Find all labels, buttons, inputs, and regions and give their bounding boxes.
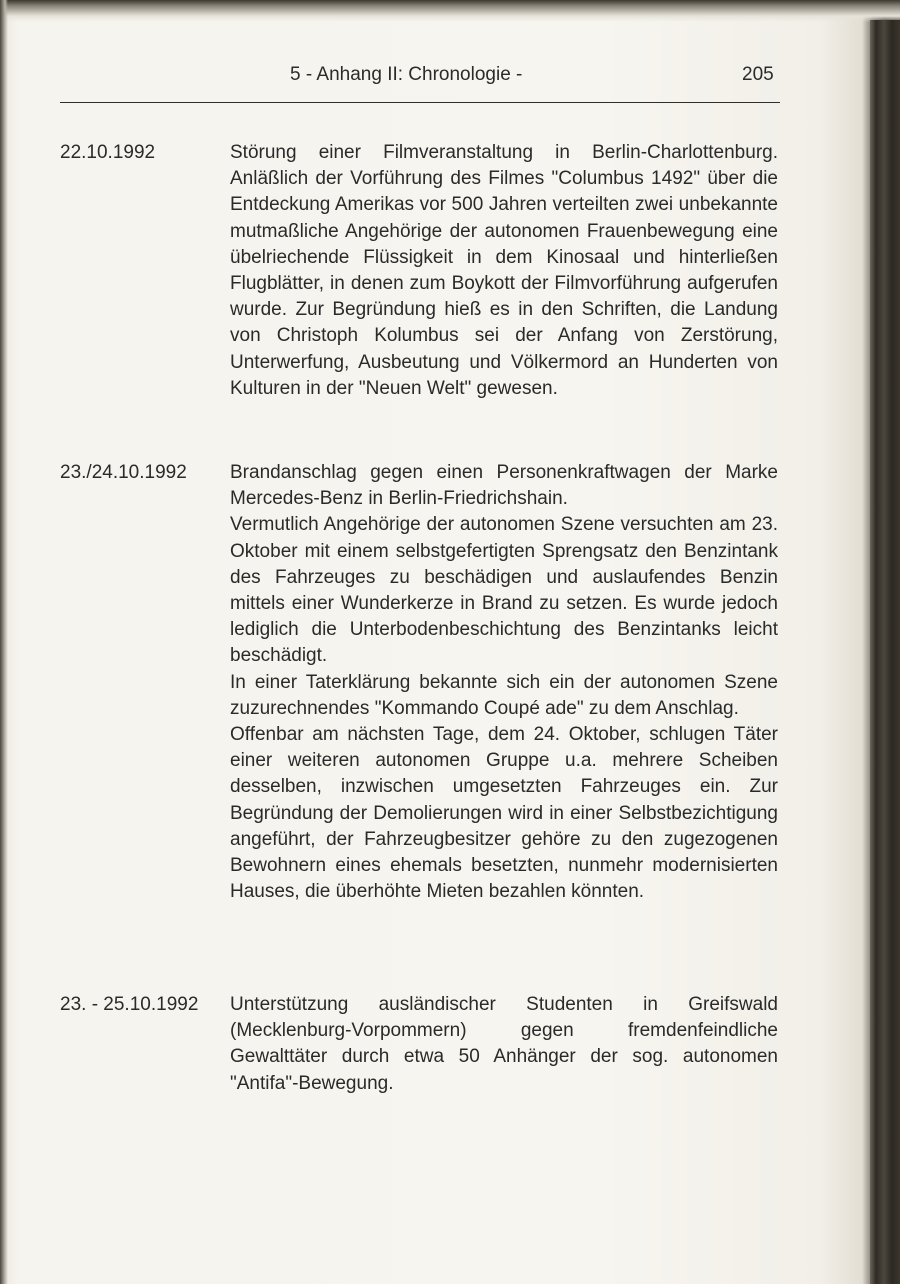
entry-paragraph: In einer Taterklärung bekannte sich ein der autonomen Szene zuzurechnendes "Kommando Coupé ade" zu dem Anschlag. — [230, 671, 778, 719]
entry-date: 23. - 25.10.1992 — [60, 994, 199, 1015]
entry-paragraph: Störung einer Filmveranstaltung in Berlin-Charlottenburg. Anläßlich der Vorführung des Filmes "Columbus 1492" über die Entdeckung Amerikas vor 500 Jahren verteilten zwei unbekannte mutmaßliche Angehörige der autonomen Frauenbewegung eine übelriechende Flüssigkeit in dem Kinosaal und hinterließen Flugblätter, in denen zum Boykott der Filmvorführung aufgerufen wurde. Zur Begründung hieß es in den Schriften, die Landung von Christoph Kolumbus sei der Anfang von Zerstörung, Unterwerfung, Ausbeutung und Völkermord an Hunderten von Kulturen in der "Neuen Welt" gewesen. — [230, 142, 778, 399]
entry-paragraph: Offenbar am nächsten Tage, dem 24. Oktober, schlugen Täter einer weiteren autonomen Gruppe u.a. mehrere Scheiben desselben, inzwischen umgesetzten Fahrzeuges ein. Zur Begründung der Demolierungen wird in einer Selbstbezichtigung angeführt, der Fahrzeugbesitzer gehöre zu den zugezogenen Bewohnern eines ehemals besetzten, nunmehr modernisierten Hauses, die überhöhte Mieten bezahlen könnten. — [230, 724, 778, 903]
entry-paragraph: Brandanschlag gegen einen Personenkraftwagen der Marke Mercedes-Benz in Berlin-Friedrichshain. — [230, 462, 778, 510]
header-rule — [60, 102, 780, 103]
entry-text — [230, 992, 778, 1097]
entry-date: 22.10.1992 — [60, 142, 156, 163]
running-header — [0, 60, 900, 100]
entry-text — [230, 460, 778, 905]
entry-paragraph: Vermutlich Angehörige der autonomen Szene versuchten am 23. Oktober mit einem selbstgefertigten Sprengsatz den Benzintank des Fahrzeuges zu beschädigen und auslaufendes Benzin mittels einer Wunderkerze in Brand zu setzen. Es wurde jedoch lediglich die Unterbodenbeschichtung des Benzintanks leicht beschädigt. — [230, 514, 778, 667]
book-spine — [870, 20, 900, 1284]
page-top-shadow — [0, 0, 900, 22]
entry-date: 23./24.10.1992 — [60, 462, 187, 483]
entry-text — [230, 140, 778, 402]
page-left-edge — [0, 0, 8, 1284]
page-number: 205 — [742, 64, 774, 85]
header-title: 5 - Anhang II: Chronologie - — [290, 64, 523, 85]
entry-paragraph: Unterstützung ausländischer Studenten in Greifswald (Mecklenburg-Vorpommern) gegen fremdenfeindliche Gewalttäter durch etwa 50 Anhänger der sog. autonomen "Antifa"-Bewegung. — [230, 994, 778, 1094]
